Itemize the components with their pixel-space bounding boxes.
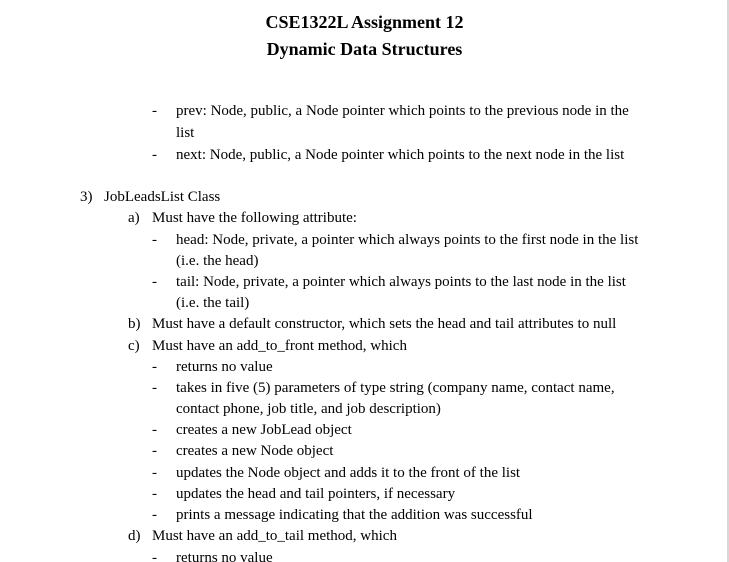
bullet-dash: - — [152, 103, 157, 119]
head-bullet-text-cont: (i.e. the head) — [176, 253, 259, 269]
list-item: returns no value — [176, 359, 273, 375]
prev-bullet-text: prev: Node, public, a Node pointer which points to the previous node in the — [176, 103, 629, 119]
list-item: prints a message indicating that the addition was successful — [176, 507, 533, 523]
bullet-dash: - — [152, 550, 157, 562]
bullet-dash: - — [152, 359, 157, 375]
bullet-dash: - — [152, 465, 157, 481]
item-a-text: Must have the following attribute: — [152, 210, 357, 226]
item-a-label: a) — [128, 210, 140, 226]
next-bullet-text: next: Node, public, a Node pointer which points to the next node in the list — [176, 147, 625, 163]
document-subtitle: Dynamic Data Structures — [266, 39, 463, 59]
bullet-dash: - — [152, 443, 157, 459]
bullet-dash: - — [152, 232, 157, 248]
item-b-text: Must have a default constructor, which sets the head and tail attributes to null — [152, 316, 617, 332]
list-item: updates the Node object and adds it to the front of the list — [176, 465, 521, 481]
bullet-dash: - — [152, 422, 157, 438]
item-b-label: b) — [128, 316, 141, 332]
bullet-dash: - — [152, 274, 157, 290]
list-item: creates a new JobLead object — [176, 422, 352, 438]
item-c-label: c) — [128, 338, 140, 354]
tail-bullet-text-cont: (i.e. the tail) — [176, 295, 250, 311]
section-number: 3) — [80, 189, 93, 205]
document-title: CSE1322L Assignment 12 — [265, 12, 464, 32]
head-bullet-text: head: Node, private, a pointer which always points to the first node in the list — [176, 232, 639, 248]
list-item: returns no value — [176, 550, 273, 562]
bullet-dash: - — [152, 380, 157, 396]
tail-bullet-text: tail: Node, private, a pointer which always points to the last node in the list — [176, 274, 626, 290]
bullet-dash: - — [152, 486, 157, 502]
item-d-text: Must have an add_to_tail method, which — [152, 528, 397, 544]
list-item: takes in five (5) parameters of type string (company name, contact name, — [176, 380, 615, 396]
section-heading: JobLeadsList Class — [104, 189, 221, 205]
item-c-text: Must have an add_to_front method, which — [152, 338, 407, 354]
prev-bullet-text-cont: list — [176, 125, 195, 141]
bullet-dash: - — [152, 147, 157, 163]
item-d-label: d) — [128, 528, 141, 544]
list-item: updates the head and tail pointers, if necessary — [176, 486, 456, 502]
bullet-dash: - — [152, 507, 157, 523]
list-item-cont: contact phone, job title, and job description) — [176, 401, 441, 417]
list-item: creates a new Node object — [176, 443, 334, 459]
